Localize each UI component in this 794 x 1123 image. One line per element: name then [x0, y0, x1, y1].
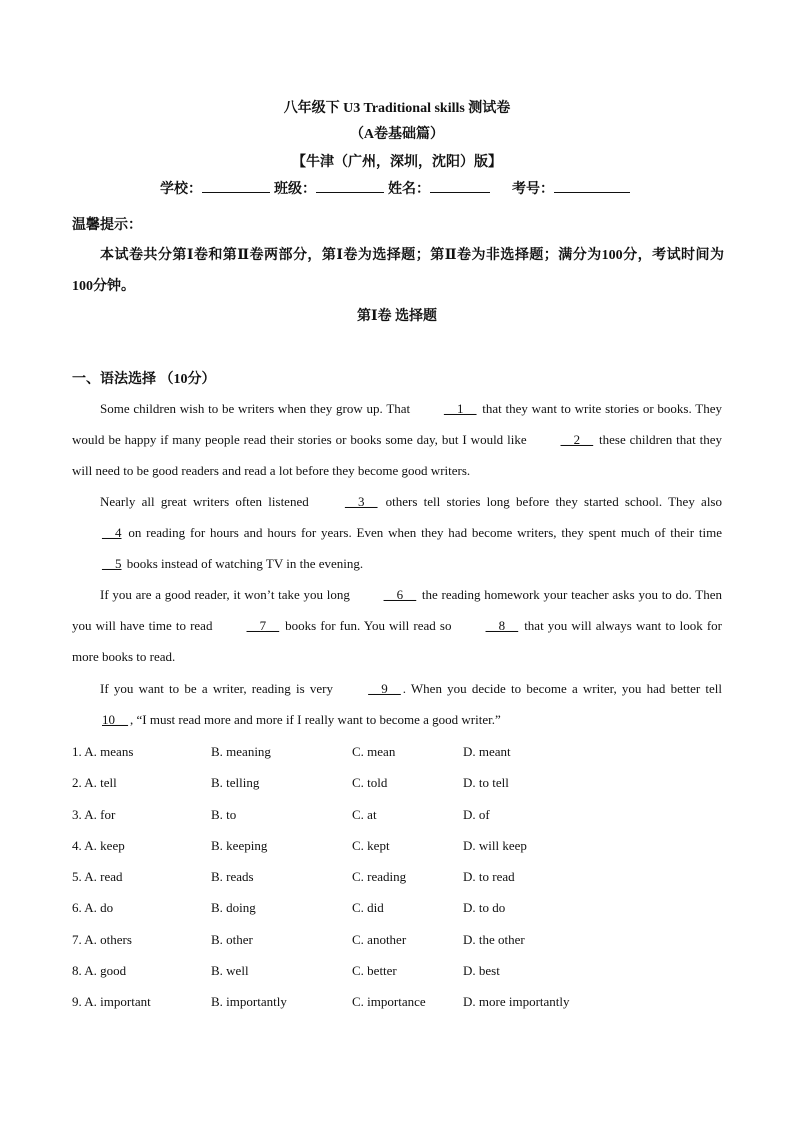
option-c[interactable]: C. at: [352, 806, 377, 822]
blank-4: __4: [102, 525, 122, 540]
option-row-1: [72, 736, 722, 767]
blank-9: __9__: [368, 681, 401, 696]
student-info-line: [0, 178, 794, 198]
blank-1: __1__: [443, 401, 477, 416]
passage-text: If you are a good reader, it won’t take you long: [100, 587, 354, 602]
passage-text: books for fun. You will read so: [281, 618, 456, 633]
option-c[interactable]: C. kept: [352, 837, 390, 853]
passage-text: that they want to write stories or books. They would be happy if many people read their stories or books some day, but I would like: [72, 401, 722, 447]
blank-10: 10__: [102, 712, 128, 727]
option-c[interactable]: C. better: [352, 963, 397, 979]
blank-8: __8__: [485, 618, 519, 633]
tips-heading: 温馨提示：: [72, 218, 142, 233]
passage-paragraph-4: [72, 673, 722, 735]
tips-body: 本试卷共分第Ⅰ卷和第Ⅱ卷两部分，第Ⅰ卷为选择题；第Ⅱ卷为非选择题；满分为100分，考试时间为100分钟。: [72, 248, 724, 294]
option-a[interactable]: 7. A. others: [72, 931, 132, 947]
passage-text: that you will always want to look for more books to read.: [72, 618, 722, 664]
option-a[interactable]: 1. A. means: [72, 744, 134, 759]
option-a[interactable]: 8. A. good: [72, 963, 127, 979]
passage-paragraph-2: [72, 486, 722, 579]
option-b[interactable]: B. doing: [211, 900, 256, 916]
passage-text: on reading for hours and hours for years. Even when they had become writers, they spent much of their time: [123, 525, 722, 540]
option-b[interactable]: B. reads: [211, 869, 254, 885]
option-row-6: [72, 892, 722, 923]
option-row-8: [72, 955, 722, 986]
option-a[interactable]: 5. A. read: [72, 869, 123, 885]
passage-text: the reading homework your teacher asks you to do. Then you will have time to read: [72, 587, 723, 633]
passage-paragraph-3: [72, 579, 722, 672]
passage-text: , “I must read more and more if I really want to become a good writer.”: [130, 712, 501, 727]
option-d[interactable]: D. best: [463, 963, 500, 979]
option-d[interactable]: D. to do: [463, 900, 506, 916]
option-row-9: [72, 986, 722, 1017]
passage-text: If you want to be a writer, reading is very: [100, 681, 339, 696]
blank-3: __3__: [344, 494, 378, 509]
school-blank[interactable]: [202, 178, 270, 193]
blank-6: __6__: [383, 587, 417, 602]
passage-text: Nearly all great writers often listened: [100, 494, 315, 509]
option-row-5: [72, 861, 722, 892]
section-heading: 第Ⅰ卷 选择题: [356, 309, 438, 324]
option-b[interactable]: B. well: [211, 963, 249, 979]
option-a[interactable]: 4. A. keep: [72, 837, 125, 853]
option-b[interactable]: B. importantly: [211, 994, 287, 1010]
option-b[interactable]: B. telling: [211, 775, 260, 791]
blank-7: __7__: [246, 618, 280, 633]
exam-title: 八年级下 U3 Traditional skills 测试卷: [283, 101, 511, 116]
option-row-2: [72, 767, 722, 798]
option-d[interactable]: D. to tell: [463, 775, 509, 791]
name-label: 姓名：: [388, 182, 430, 197]
option-row-7: [72, 924, 722, 955]
passage-text: books instead of watching TV in the evening.: [123, 556, 364, 571]
option-b[interactable]: B. meaning: [211, 744, 271, 759]
option-a[interactable]: 6. A. do: [72, 900, 114, 916]
exam-edition: 【牛津（广州，深圳，沈阳）版】: [292, 155, 502, 170]
passage-text: these children that they will need to be good readers and read a lot before they become good writers.: [72, 432, 722, 478]
option-c[interactable]: C. importance: [352, 994, 426, 1010]
option-d[interactable]: D. meant: [463, 744, 511, 759]
option-b[interactable]: B. keeping: [211, 837, 268, 853]
option-a[interactable]: 3. A. for: [72, 806, 116, 822]
options-list: [72, 736, 722, 1018]
option-c[interactable]: C. did: [352, 900, 384, 916]
name-blank[interactable]: [430, 178, 490, 193]
option-d[interactable]: D. to read: [463, 869, 515, 885]
option-row-3: [72, 799, 722, 830]
part-heading: 一、语法选择 （10分）: [72, 372, 216, 387]
option-c[interactable]: C. mean: [352, 744, 396, 759]
option-b[interactable]: B. to: [211, 806, 237, 822]
passage-text: . When you decide to become a writer, you had better tell: [402, 681, 722, 696]
option-d[interactable]: D. of: [463, 806, 490, 822]
number-label: 考号：: [512, 182, 554, 197]
class-blank[interactable]: [316, 178, 384, 193]
option-b[interactable]: B. other: [211, 931, 253, 947]
blank-5: __5: [102, 556, 122, 571]
option-a[interactable]: 9. A. important: [72, 994, 151, 1010]
passage-text: Some children wish to be writers when they grow up. That: [100, 401, 414, 416]
option-a[interactable]: 2. A. tell: [72, 775, 117, 791]
blank-2: __2__: [560, 432, 594, 447]
option-c[interactable]: C. another: [352, 931, 407, 947]
option-c[interactable]: C. reading: [352, 869, 407, 885]
option-d[interactable]: D. the other: [463, 931, 525, 947]
exam-subtitle: （A卷基础篇）: [349, 127, 445, 142]
option-d[interactable]: D. will keep: [463, 837, 527, 853]
passage-text: others tell stories long before they started school. They also: [379, 494, 722, 509]
option-d[interactable]: D. more importantly: [463, 994, 570, 1010]
number-blank[interactable]: [554, 178, 630, 193]
option-row-4: [72, 830, 722, 861]
class-label: 班级：: [274, 182, 316, 197]
passage-paragraph-1: [72, 393, 722, 486]
option-c[interactable]: C. told: [352, 775, 388, 791]
school-label: 学校：: [160, 182, 202, 197]
